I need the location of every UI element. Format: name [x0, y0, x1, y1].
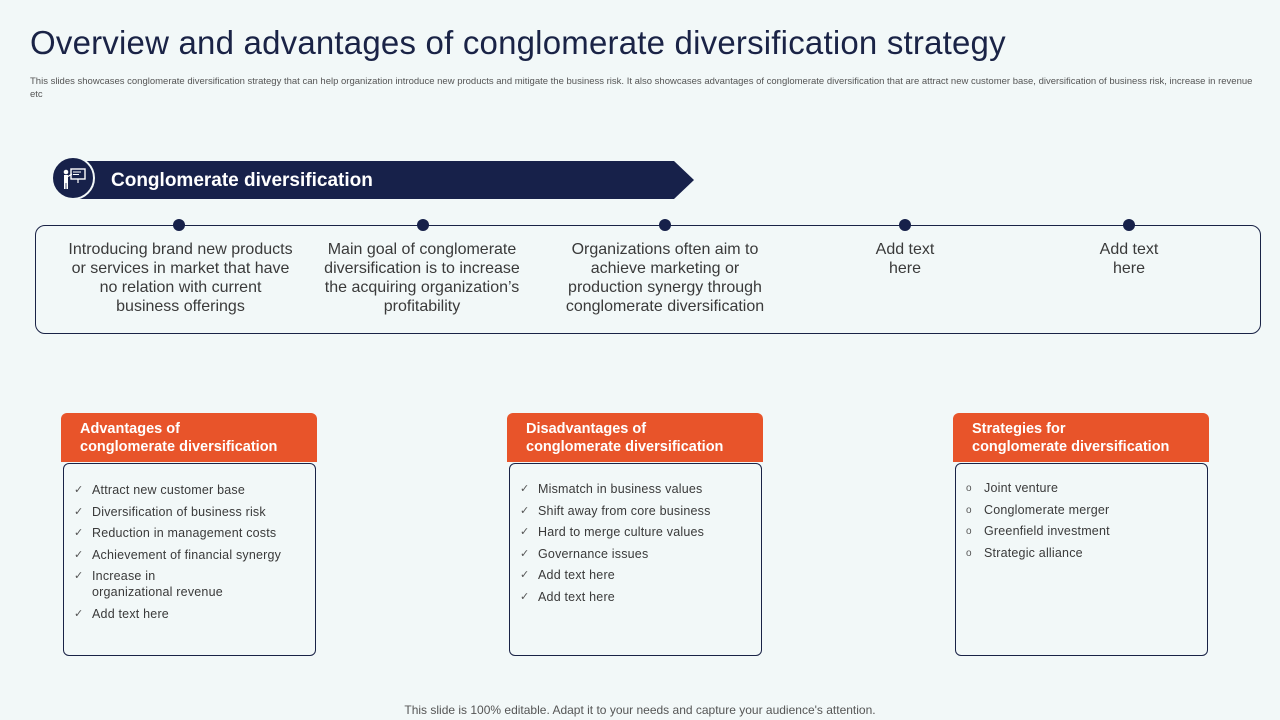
list-item-text: Hard to merge culture values — [538, 525, 705, 539]
page-title: Overview and advantages of conglomerate diversification strategy — [30, 24, 1006, 61]
card-heading-line: Disadvantages of — [526, 421, 647, 437]
list-item-text: Mismatch in business values — [538, 482, 703, 496]
check-icon: ✓ — [74, 607, 84, 620]
check-icon: ✓ — [520, 483, 530, 495]
circle-bullet-icon: o — [966, 526, 972, 537]
circle-bullet-icon: o — [966, 547, 972, 559]
presenter-board-icon — [62, 168, 86, 190]
page-subtitle: This slides showcases conglomerate diversification strategy that can help organization introduce new products and mitigate the business risk. It also showcases advantages of conglomerate diversification that are attract new customer base, diversification of business risk, increase in revenue etc — [30, 76, 1253, 100]
list-item-text: Achievement of financial synergy — [92, 547, 282, 562]
card-heading-line: conglomerate diversification — [80, 439, 278, 455]
list-item — [520, 503, 753, 519]
check-icon: ✓ — [74, 548, 84, 561]
strategies-card-header — [953, 413, 1209, 462]
timeline-dot — [173, 219, 185, 231]
disadvantages-card-body — [509, 463, 762, 656]
list-item-text: Increase in organizational revenue — [92, 569, 223, 599]
timeline-dot — [659, 219, 671, 231]
list-item — [966, 523, 1199, 539]
card-heading-line: conglomerate diversification — [972, 439, 1170, 455]
timeline-dot — [417, 219, 429, 231]
list-item-text: Add text here — [92, 606, 169, 621]
circle-bullet-icon: o — [966, 483, 972, 494]
card-heading-line: Advantages of — [80, 421, 180, 437]
list-item-text: Strategic alliance — [984, 545, 1083, 560]
list-item-text: Shift away from core business — [538, 503, 711, 518]
card-heading-line: Strategies for — [972, 421, 1066, 437]
advantages-list — [74, 482, 307, 627]
list-item-text: Joint venture — [984, 481, 1059, 495]
check-icon: ✓ — [74, 527, 84, 539]
check-icon: ✓ — [74, 570, 84, 582]
timeline-text: Introducing brand new products or services in market that have no relation with current business offerings — [68, 241, 293, 315]
advantages-card-header — [61, 413, 317, 462]
list-item — [966, 502, 1199, 518]
list-item — [74, 504, 307, 520]
list-item — [74, 547, 307, 563]
list-item — [74, 525, 307, 541]
check-icon: ✓ — [74, 505, 84, 518]
timeline-text: Add text here — [1099, 241, 1159, 277]
list-item — [520, 546, 753, 562]
list-item-text: Add text here — [538, 568, 615, 582]
check-icon: ✓ — [74, 484, 84, 496]
strategies-list — [966, 480, 1199, 566]
list-item — [74, 568, 232, 600]
list-item — [520, 589, 753, 605]
list-item — [966, 480, 1199, 496]
list-item-text: Greenfield investment — [984, 524, 1110, 538]
footer-note: This slide is 100% editable. Adapt it to your needs and capture your audience's attention. — [404, 703, 876, 717]
list-item — [520, 524, 753, 540]
disadvantages-card-header — [507, 413, 763, 462]
check-icon: ✓ — [520, 547, 530, 560]
check-icon: ✓ — [520, 504, 530, 517]
advantages-card-body — [63, 463, 316, 656]
timeline-text: Main goal of conglomerate diversification is to increase the acquiring organization’s profitability — [324, 241, 520, 315]
banner-label: Conglomerate diversification — [111, 170, 373, 191]
banner-icon-circle — [51, 156, 95, 200]
list-item-text: Governance issues — [538, 546, 649, 561]
list-item — [966, 545, 1199, 561]
list-item-text: Attract new customer base — [92, 483, 245, 497]
check-icon: ✓ — [520, 569, 530, 581]
card-heading-line: conglomerate diversification — [526, 439, 724, 455]
list-item-text: Conglomerate merger — [984, 502, 1110, 517]
list-item — [520, 481, 753, 497]
list-item — [74, 482, 307, 498]
circle-bullet-icon: o — [966, 504, 972, 516]
check-icon: ✓ — [520, 590, 530, 603]
list-item-text: Reduction in management costs — [92, 526, 277, 540]
list-item — [74, 606, 307, 622]
list-item-text: Diversification of business risk — [92, 504, 266, 519]
disadvantages-list — [520, 481, 753, 610]
timeline-dot — [1123, 219, 1135, 231]
list-item-text: Add text here — [538, 589, 615, 604]
timeline-text: Organizations often aim to achieve marketing or production synergy through conglomerate diversification — [565, 241, 765, 315]
timeline-dot — [899, 219, 911, 231]
timeline-text: Add text here — [875, 241, 935, 277]
strategies-card-body — [955, 463, 1208, 656]
list-item — [520, 567, 753, 583]
check-icon: ✓ — [520, 526, 530, 538]
